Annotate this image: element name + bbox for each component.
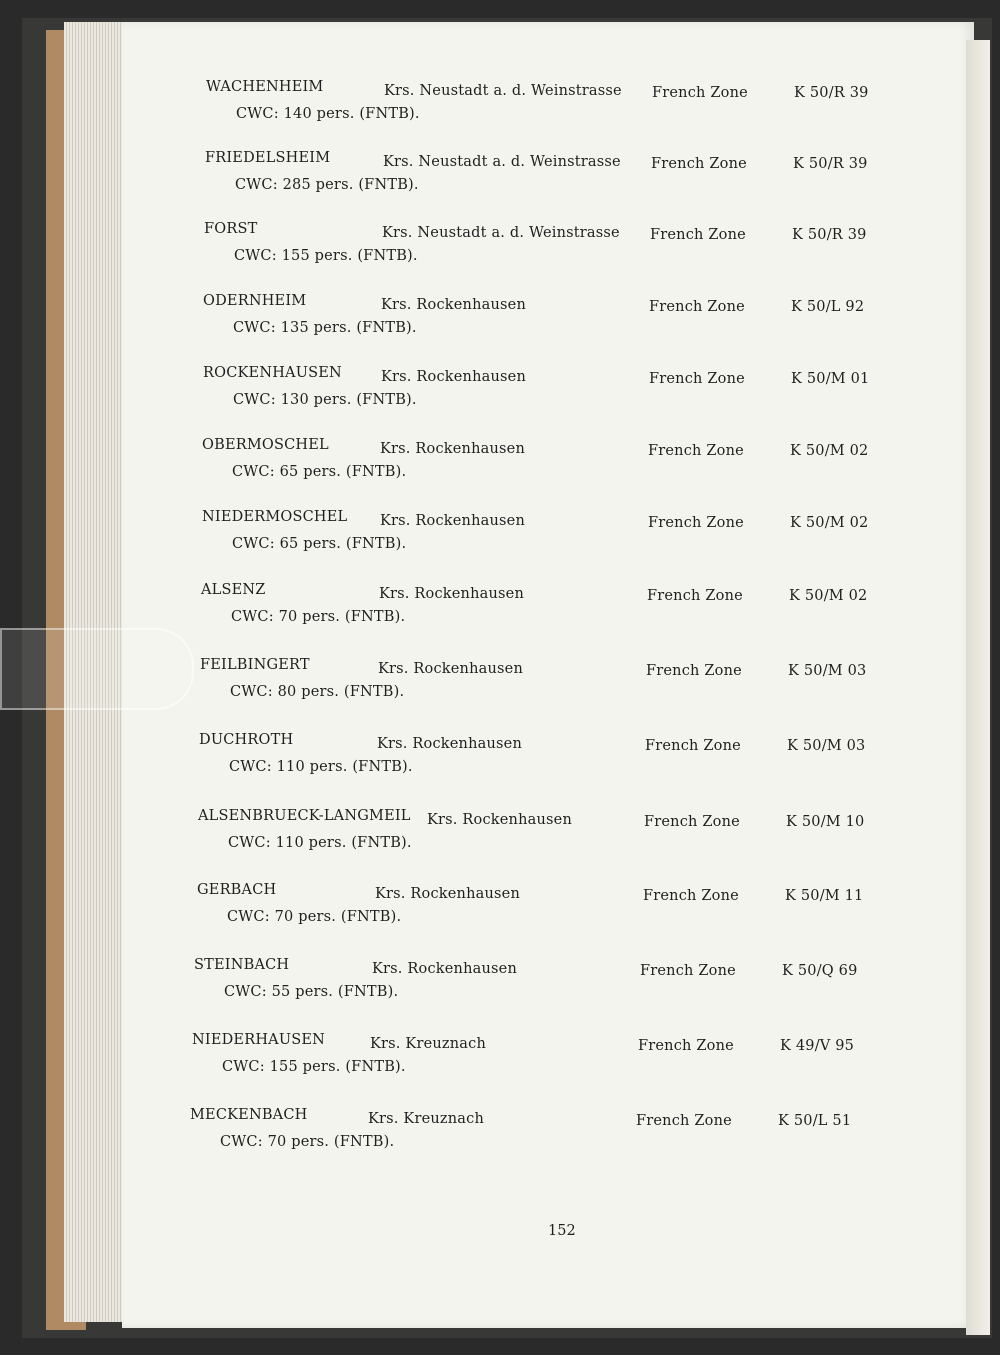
town-name: FEILBINGERT [200,657,310,673]
cwc-count: CWC: 110 pers. (FNTB). [229,759,413,775]
grid-reference: K 50/R 39 [794,85,869,101]
grid-reference: K 50/M 03 [788,663,867,679]
grid-reference: K 50/R 39 [792,227,867,243]
zone: French Zone [640,963,736,979]
zone: French Zone [648,515,744,531]
district: Krs. Rockenhausen [380,441,525,457]
zone: French Zone [636,1113,732,1129]
grid-reference: K 50/L 92 [791,299,865,315]
town-name: ALSENBRUECK-LANGMEIL [198,808,411,824]
town-name: OBERMOSCHEL [202,437,329,453]
grid-reference: K 50/Q 69 [782,963,858,979]
zone: French Zone [651,156,747,172]
zone: French Zone [645,738,741,754]
district: Krs. Neustadt a. d. Weinstrasse [384,83,622,99]
cwc-count: CWC: 70 pers. (FNTB). [227,909,402,925]
district: Krs. Rockenhausen [375,886,520,902]
grid-reference: K 50/M 02 [790,443,869,459]
town-name: NIEDERHAUSEN [192,1032,326,1048]
zone: French Zone [649,371,745,387]
cwc-count: CWC: 285 pers. (FNTB). [235,177,419,193]
cwc-count: CWC: 55 pers. (FNTB). [224,984,399,1000]
cwc-count: CWC: 80 pers. (FNTB). [230,684,405,700]
district: Krs. Rockenhausen [381,369,526,385]
district: Krs. Rockenhausen [381,297,526,313]
town-name: ALSENZ [201,582,266,598]
town-name: ODERNHEIM [203,293,307,309]
cwc-count: CWC: 130 pers. (FNTB). [233,392,417,408]
cwc-count: CWC: 70 pers. (FNTB). [220,1134,395,1150]
zone: French Zone [638,1038,734,1054]
district: Krs. Kreuznach [368,1111,484,1127]
town-name: WACHENHEIM [206,79,324,95]
district: Krs. Kreuznach [370,1036,486,1052]
cwc-count: CWC: 65 pers. (FNTB). [232,464,407,480]
zone: French Zone [649,299,745,315]
zone: French Zone [648,443,744,459]
zone: French Zone [652,85,748,101]
town-name: FRIEDELSHEIM [205,150,331,166]
district: Krs. Rockenhausen [378,661,523,677]
page-number: 152 [548,1223,576,1239]
town-name: GERBACH [197,882,277,898]
zone: French Zone [650,227,746,243]
page-clip [0,628,194,710]
zone: French Zone [644,814,740,830]
district: Krs. Rockenhausen [377,736,522,752]
town-name: NIEDERMOSCHEL [202,509,348,525]
district: Krs. Neustadt a. d. Weinstrasse [382,225,620,241]
district: Krs. Rockenhausen [380,513,525,529]
cwc-count: CWC: 65 pers. (FNTB). [232,536,407,552]
zone: French Zone [647,588,743,604]
town-name: DUCHROTH [199,732,294,748]
cwc-count: CWC: 140 pers. (FNTB). [236,106,420,122]
district: Krs. Rockenhausen [372,961,517,977]
district: Krs. Neustadt a. d. Weinstrasse [383,154,621,170]
cwc-count: CWC: 70 pers. (FNTB). [231,609,406,625]
town-name: FORST [204,221,258,237]
grid-reference: K 50/M 01 [791,371,870,387]
cwc-count: CWC: 155 pers. (FNTB). [222,1059,406,1075]
grid-reference: K 50/M 11 [785,888,864,904]
grid-reference: K 49/V 95 [780,1038,855,1054]
zone: French Zone [646,663,742,679]
grid-reference: K 50/M 03 [787,738,866,754]
grid-reference: K 50/M 10 [786,814,865,830]
grid-reference: K 50/M 02 [789,588,868,604]
zone: French Zone [643,888,739,904]
grid-reference: K 50/L 51 [778,1113,852,1129]
facing-page-edge [966,40,990,1335]
grid-reference: K 50/M 02 [790,515,869,531]
cwc-count: CWC: 155 pers. (FNTB). [234,248,418,264]
town-name: STEINBACH [194,957,290,973]
cwc-count: CWC: 110 pers. (FNTB). [228,835,412,851]
cwc-count: CWC: 135 pers. (FNTB). [233,320,417,336]
grid-reference: K 50/R 39 [793,156,868,172]
town-name: MECKENBACH [190,1107,308,1123]
town-name: ROCKENHAUSEN [203,365,342,381]
district: Krs. Rockenhausen [427,812,572,828]
district: Krs. Rockenhausen [379,586,524,602]
